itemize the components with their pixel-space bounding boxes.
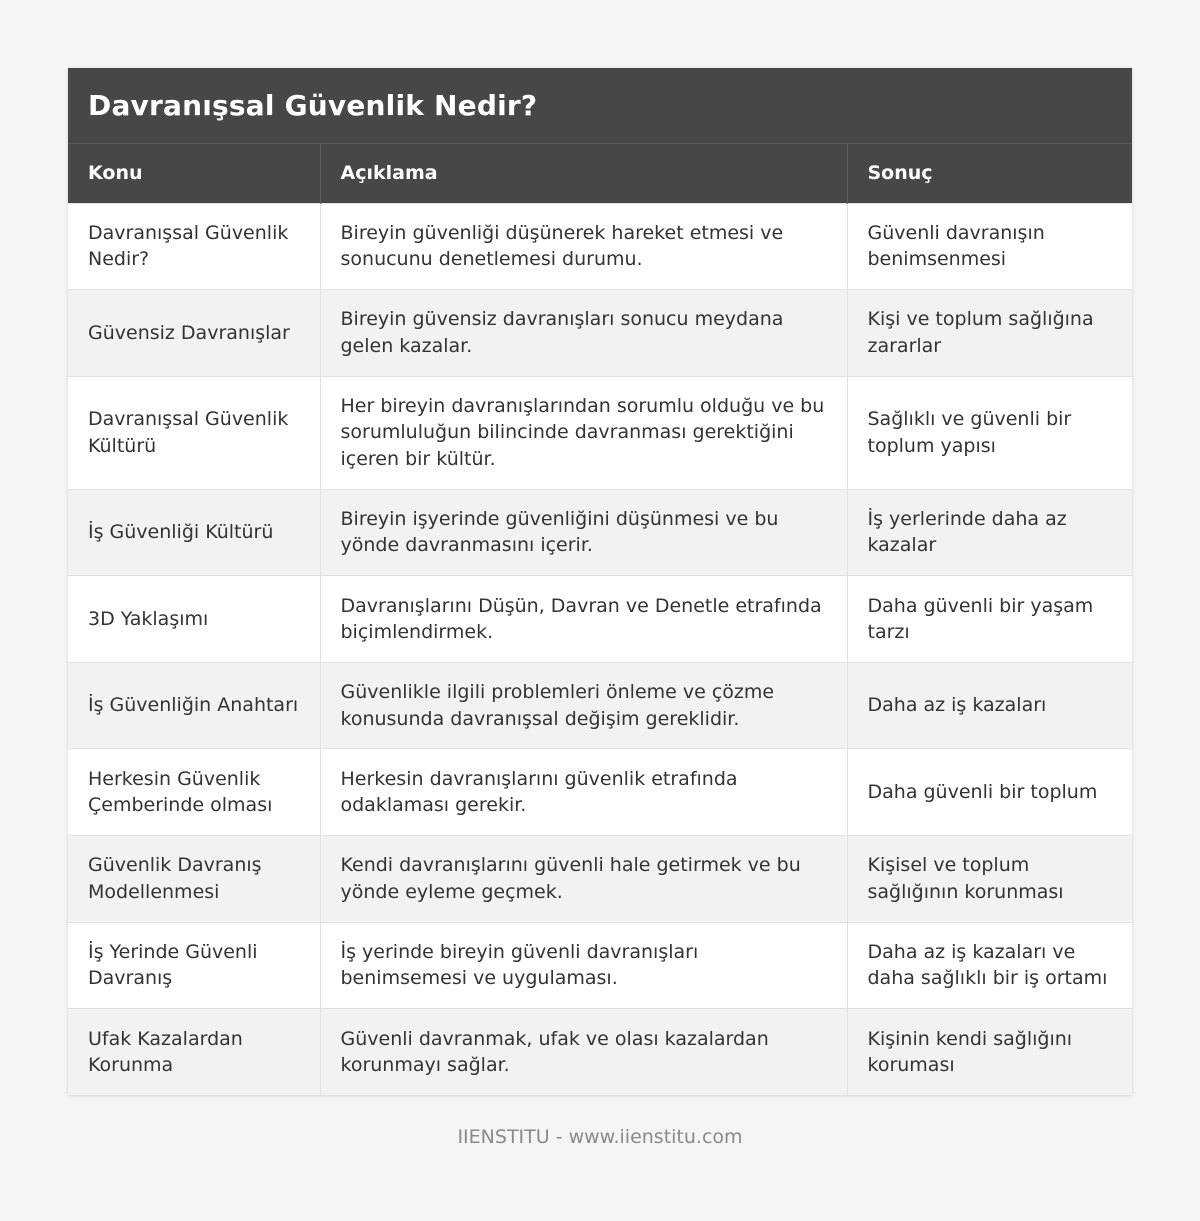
cell-konu: İş Güvenliği Kültürü: [68, 489, 320, 576]
cell-sonuc: Daha güvenli bir yaşam tarzı: [847, 576, 1132, 663]
table-row: [68, 662, 1132, 749]
cell-aciklama: Güvenlikle ilgili problemleri önleme ve çözme konusunda davranışsal değişim gereklidir.: [320, 662, 847, 749]
cell-sonuc: Daha az iş kazaları: [847, 662, 1132, 749]
table-row: [68, 836, 1132, 923]
cell-aciklama: Herkesin davranışlarını güvenlik etrafında odaklaması gerekir.: [320, 749, 847, 836]
cell-sonuc: İş yerlerinde daha az kazalar: [847, 489, 1132, 576]
table-card: [68, 68, 1132, 1095]
table-header-row: [68, 144, 1132, 203]
cell-sonuc: Daha güvenli bir toplum: [847, 749, 1132, 836]
table-row: [68, 290, 1132, 377]
table-row: [68, 203, 1132, 290]
cell-sonuc: Kişi ve toplum sağlığına zararlar: [847, 290, 1132, 377]
cell-aciklama: Güvenli davranmak, ufak ve olası kazalardan korunmayı sağlar.: [320, 1009, 847, 1096]
cell-konu: Davranışsal Güvenlik Kültürü: [68, 376, 320, 489]
cell-konu: Davranışsal Güvenlik Nedir?: [68, 203, 320, 290]
cell-konu: Güvenlik Davranış Modellenmesi: [68, 836, 320, 923]
cell-sonuc: Sağlıklı ve güvenli bir toplum yapısı: [847, 376, 1132, 489]
column-header-konu: Konu: [68, 144, 320, 203]
cell-konu: İş Güvenliğin Anahtarı: [68, 662, 320, 749]
cell-sonuc: Güvenli davranışın benimsenmesi: [847, 203, 1132, 290]
cell-aciklama: Davranışlarını Düşün, Davran ve Denetle etrafında biçimlendirmek.: [320, 576, 847, 663]
column-header-sonuc: Sonuç: [867, 162, 933, 185]
cell-konu: Herkesin Güvenlik Çemberinde olması: [68, 749, 320, 836]
cell-aciklama: Bireyin güvensiz davranışları sonucu meydana gelen kazalar.: [320, 290, 847, 377]
cell-sonuc: Daha az iş kazaları ve daha sağlıklı bir iş ortamı: [847, 922, 1132, 1009]
title-bar: [68, 68, 1132, 144]
cell-konu: 3D Yaklaşımı: [68, 576, 320, 663]
table-row: [68, 576, 1132, 663]
cell-sonuc: Kişinin kendi sağlığını koruması: [847, 1009, 1132, 1096]
cell-aciklama: Bireyin işyerinde güvenliğini düşünmesi ve bu yönde davranmasını içerir.: [320, 489, 847, 576]
cell-aciklama: Kendi davranışlarını güvenli hale getirmek ve bu yönde eyleme geçmek.: [320, 836, 847, 923]
cell-aciklama: İş yerinde bireyin güvenli davranışları benimsemesi ve uygulaması.: [320, 922, 847, 1009]
cell-aciklama: Bireyin güvenliği düşünerek hareket etmesi ve sonucunu denetlemesi durumu.: [320, 203, 847, 290]
cell-konu: Ufak Kazalardan Korunma: [68, 1009, 320, 1096]
footer-credit: IIENSTITU - www.iienstitu.com: [457, 1126, 743, 1148]
data-table: [68, 144, 1132, 1095]
cell-konu: Güvensiz Davranışlar: [68, 290, 320, 377]
table-row: [68, 749, 1132, 836]
table-row: [68, 376, 1132, 489]
cell-sonuc: Kişisel ve toplum sağlığının korunması: [847, 836, 1132, 923]
page-title: Davranışsal Güvenlik Nedir?: [88, 89, 538, 122]
table-row: [68, 489, 1132, 576]
cell-konu: İş Yerinde Güvenli Davranış: [68, 922, 320, 1009]
table-row: [68, 922, 1132, 1009]
cell-aciklama: Her bireyin davranışlarından sorumlu olduğu ve bu sorumluluğun bilincinde davranması gerektiğini içeren bir kültür.: [320, 376, 847, 489]
table-row: [68, 1009, 1132, 1096]
column-header-aciklama: Açıklama: [320, 144, 847, 203]
